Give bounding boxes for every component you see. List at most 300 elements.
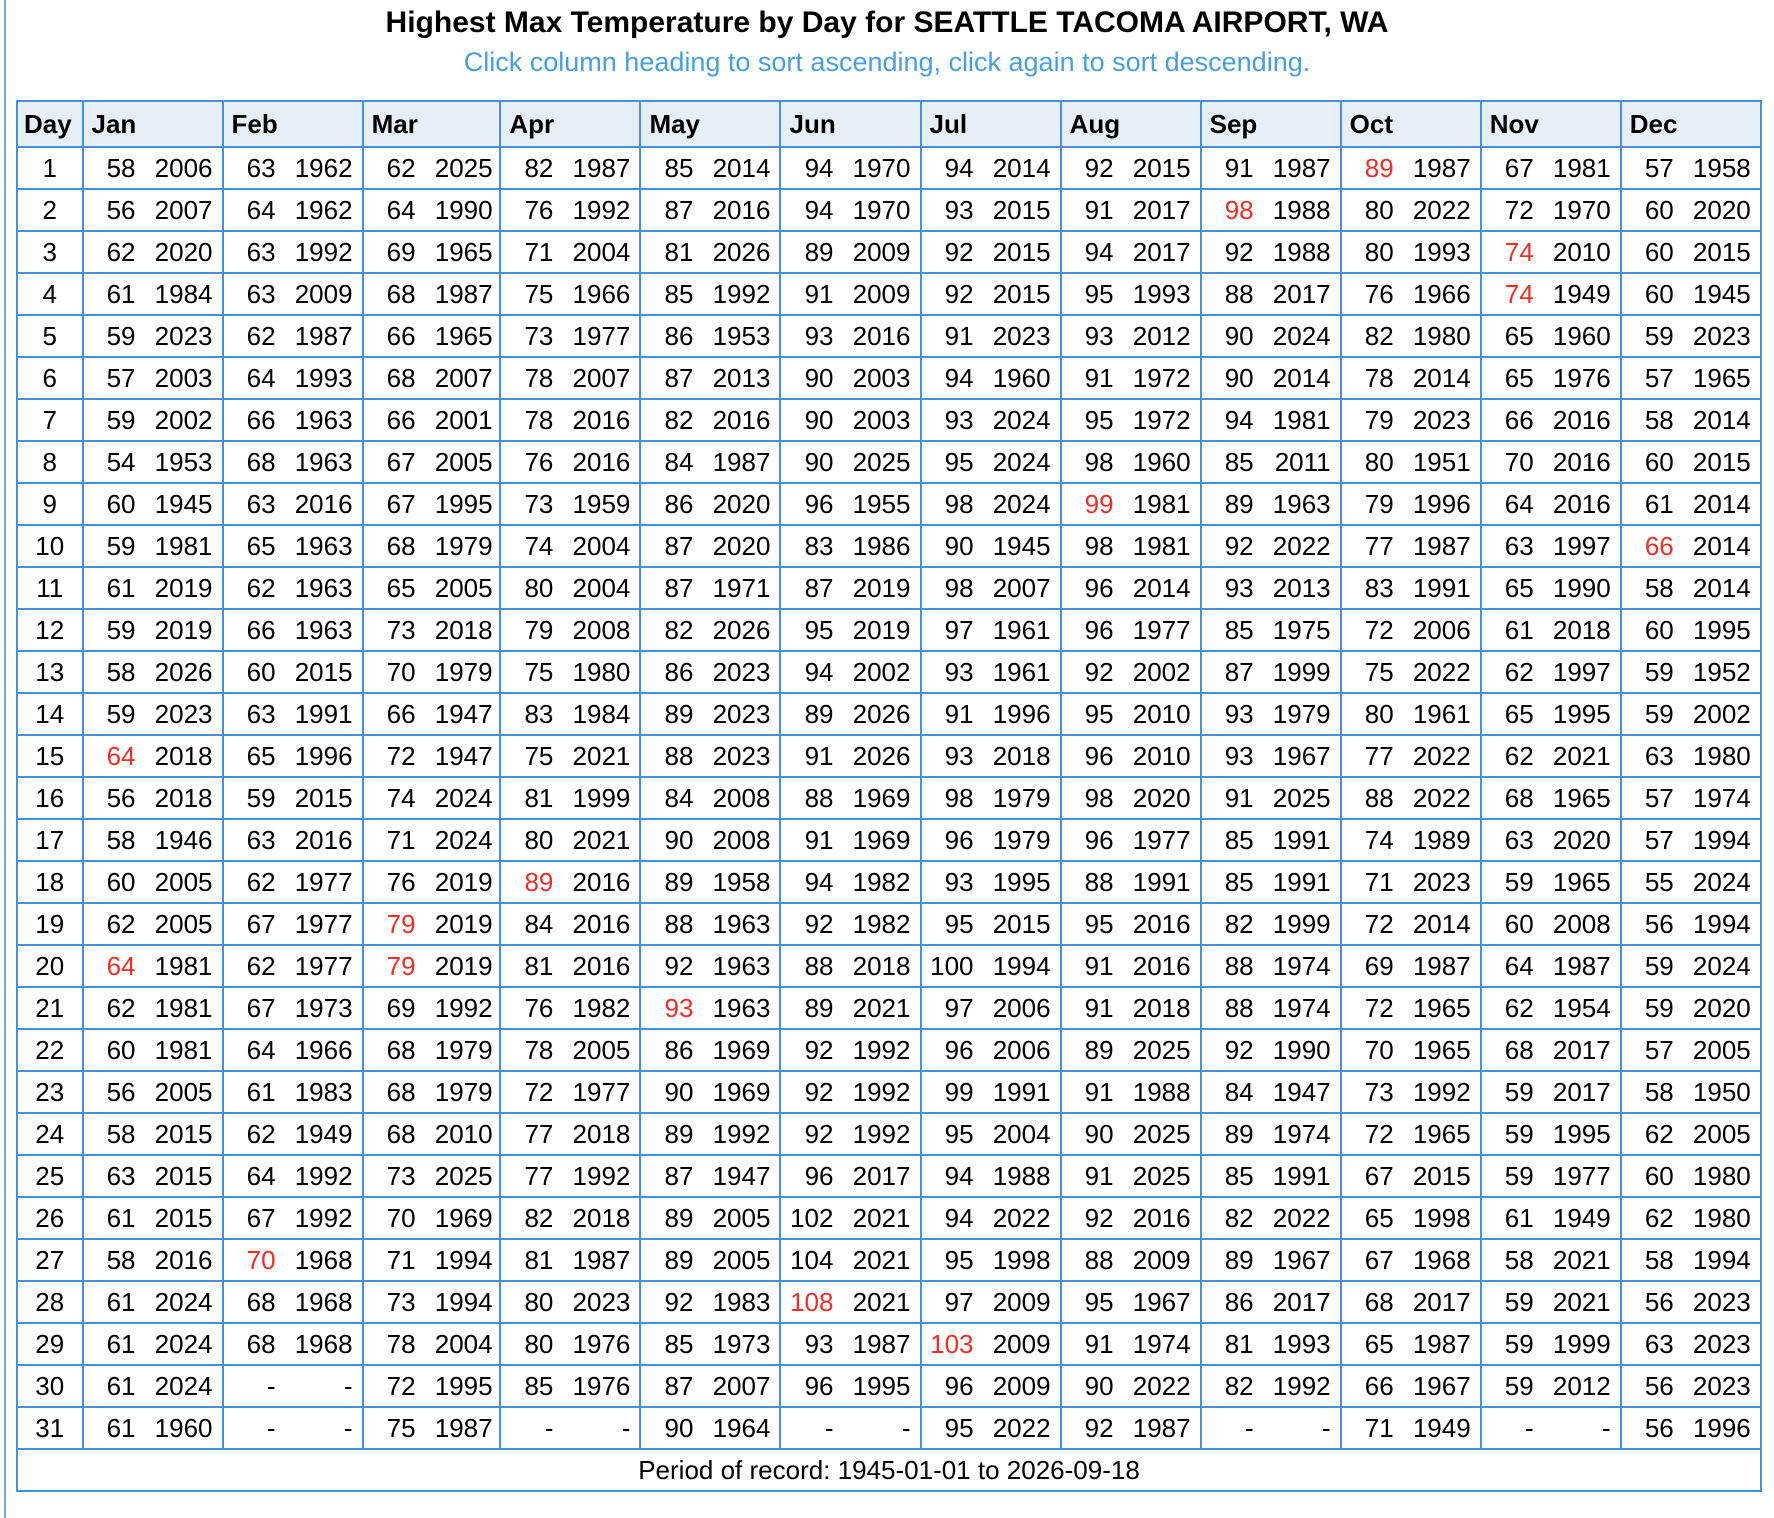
record-temp-highlight: 79 bbox=[386, 950, 416, 981]
record-temp: 61 bbox=[106, 572, 136, 603]
column-header-jan[interactable]: Jan bbox=[83, 101, 223, 147]
record-cell bbox=[640, 903, 780, 945]
record-year: 1987 bbox=[294, 320, 353, 351]
record-temp: 72 bbox=[386, 740, 416, 771]
record-temp-highlight: 64 bbox=[106, 740, 136, 771]
record-temp: 62 bbox=[246, 1118, 276, 1149]
record-cell bbox=[223, 1365, 363, 1407]
record-temp: 95 bbox=[944, 1118, 974, 1149]
record-year: 1991 bbox=[992, 1076, 1051, 1107]
record-temp: 81 bbox=[524, 782, 554, 813]
record-temp: 56 bbox=[106, 782, 136, 813]
record-year: 1999 bbox=[1552, 1328, 1611, 1359]
record-year: 1983 bbox=[294, 1076, 353, 1107]
record-temp: 95 bbox=[944, 1412, 974, 1443]
record-cell bbox=[921, 1407, 1061, 1449]
record-temp: 85 bbox=[664, 152, 694, 183]
record-year: 1981 bbox=[1552, 152, 1611, 183]
record-year: 2014 bbox=[992, 152, 1051, 183]
record-temp: 85 bbox=[1224, 1160, 1254, 1191]
table-row bbox=[17, 609, 1761, 651]
record-temp: 62 bbox=[246, 572, 276, 603]
day-cell: 12 bbox=[17, 609, 83, 651]
record-cell bbox=[640, 819, 780, 861]
record-temp: 86 bbox=[664, 656, 694, 687]
record-temp: 65 bbox=[1504, 320, 1534, 351]
record-year: 1950 bbox=[1692, 1076, 1751, 1107]
record-year: 2016 bbox=[1552, 404, 1611, 435]
record-cell bbox=[640, 735, 780, 777]
record-temp: 80 bbox=[1364, 446, 1394, 477]
record-temp: 93 bbox=[1224, 698, 1254, 729]
record-temp: 94 bbox=[804, 656, 834, 687]
record-year: 2021 bbox=[572, 824, 631, 855]
record-temp: 89 bbox=[664, 1118, 694, 1149]
record-year: 1987 bbox=[1412, 1328, 1471, 1359]
record-cell bbox=[500, 1365, 640, 1407]
record-year: 2021 bbox=[852, 992, 911, 1023]
record-year: 1979 bbox=[1272, 698, 1331, 729]
record-year: 1994 bbox=[1692, 1244, 1751, 1275]
record-temp: 54 bbox=[106, 446, 136, 477]
record-cell bbox=[1061, 1323, 1201, 1365]
record-temp: 85 bbox=[664, 1328, 694, 1359]
record-cell bbox=[363, 1113, 501, 1155]
record-temp: 68 bbox=[386, 1118, 416, 1149]
day-cell: 16 bbox=[17, 777, 83, 819]
record-cell bbox=[1481, 525, 1621, 567]
record-cell bbox=[921, 231, 1061, 273]
record-cell bbox=[223, 1281, 363, 1323]
record-temp: 92 bbox=[1084, 1202, 1114, 1233]
table-row bbox=[17, 1113, 1761, 1155]
record-cell bbox=[83, 189, 223, 231]
record-cell bbox=[1621, 1365, 1761, 1407]
record-cell bbox=[1201, 1239, 1341, 1281]
record-year: 2020 bbox=[1692, 992, 1751, 1023]
record-temp: 80 bbox=[524, 824, 554, 855]
record-temp: 88 bbox=[1224, 278, 1254, 309]
record-year: 1945 bbox=[992, 530, 1051, 561]
record-cell bbox=[780, 273, 920, 315]
record-temp: 66 bbox=[246, 404, 276, 435]
table-row bbox=[17, 1365, 1761, 1407]
record-cell bbox=[83, 1113, 223, 1155]
record-temp: 60 bbox=[246, 656, 276, 687]
record-year: - bbox=[621, 1412, 631, 1443]
record-temp: 69 bbox=[386, 236, 416, 267]
record-year: 2015 bbox=[992, 194, 1051, 225]
record-year: 1951 bbox=[1412, 446, 1471, 477]
day-cell: 25 bbox=[17, 1155, 83, 1197]
record-temp: 91 bbox=[1084, 1076, 1114, 1107]
record-temp: - bbox=[266, 1412, 276, 1443]
record-temp: 90 bbox=[804, 446, 834, 477]
record-cell bbox=[1621, 1281, 1761, 1323]
record-year: 2016 bbox=[1132, 908, 1191, 939]
record-cell bbox=[640, 777, 780, 819]
record-cell bbox=[1061, 987, 1201, 1029]
column-header-feb[interactable]: Feb bbox=[223, 101, 363, 147]
record-year: 2009 bbox=[992, 1328, 1051, 1359]
record-temp: 78 bbox=[524, 1034, 554, 1065]
record-cell bbox=[1201, 1281, 1341, 1323]
record-cell bbox=[1621, 567, 1761, 609]
record-temp: 92 bbox=[1084, 656, 1114, 687]
record-year: 1977 bbox=[294, 950, 353, 981]
record-temp: 66 bbox=[1504, 404, 1534, 435]
record-cell bbox=[640, 609, 780, 651]
record-cell bbox=[1481, 483, 1621, 525]
record-temp: 59 bbox=[1504, 866, 1534, 897]
record-cell bbox=[83, 1281, 223, 1323]
day-cell: 24 bbox=[17, 1113, 83, 1155]
record-temp: 76 bbox=[524, 194, 554, 225]
record-cell bbox=[363, 231, 501, 273]
record-cell bbox=[1481, 735, 1621, 777]
record-year: 2005 bbox=[154, 1076, 213, 1107]
record-cell bbox=[83, 987, 223, 1029]
record-temp: 95 bbox=[1084, 404, 1114, 435]
record-cell bbox=[1201, 147, 1341, 189]
record-temp: 60 bbox=[1644, 1160, 1674, 1191]
record-temp: 68 bbox=[246, 446, 276, 477]
record-year: 1980 bbox=[1692, 740, 1751, 771]
record-temp: 75 bbox=[524, 740, 554, 771]
record-year: 1947 bbox=[1272, 1076, 1331, 1107]
record-temp: 93 bbox=[944, 740, 974, 771]
column-header-day[interactable]: Day bbox=[17, 101, 83, 147]
record-cell bbox=[640, 189, 780, 231]
record-temp: - bbox=[1244, 1412, 1254, 1443]
column-header-apr[interactable]: Apr bbox=[500, 101, 640, 147]
table-row bbox=[17, 441, 1761, 483]
record-year: 2025 bbox=[434, 152, 493, 183]
record-temp: 88 bbox=[664, 740, 694, 771]
record-temp: 67 bbox=[386, 446, 416, 477]
record-cell bbox=[500, 819, 640, 861]
column-header-sep[interactable]: Sep bbox=[1201, 101, 1341, 147]
record-year: 1987 bbox=[572, 1244, 631, 1275]
record-temp: 93 bbox=[944, 656, 974, 687]
record-cell bbox=[1481, 567, 1621, 609]
record-temp: 60 bbox=[1644, 614, 1674, 645]
record-year: 1963 bbox=[712, 908, 771, 939]
record-cell bbox=[921, 1155, 1061, 1197]
record-cell bbox=[1341, 147, 1481, 189]
column-header-dec[interactable]: Dec bbox=[1621, 101, 1761, 147]
record-temp: 74 bbox=[524, 530, 554, 561]
record-cell bbox=[223, 1113, 363, 1155]
record-year: 1963 bbox=[294, 446, 353, 477]
record-temp: 96 bbox=[944, 824, 974, 855]
record-year: 1979 bbox=[434, 1034, 493, 1065]
record-cell bbox=[640, 1281, 780, 1323]
record-cell bbox=[223, 1323, 363, 1365]
record-cell bbox=[1481, 903, 1621, 945]
record-year: 2022 bbox=[1412, 782, 1471, 813]
record-temp: 86 bbox=[664, 1034, 694, 1065]
record-temp: 63 bbox=[1504, 824, 1534, 855]
record-cell bbox=[223, 483, 363, 525]
table-row bbox=[17, 567, 1761, 609]
record-temp: 73 bbox=[386, 614, 416, 645]
day-cell: 1 bbox=[17, 147, 83, 189]
record-year: 1981 bbox=[154, 950, 213, 981]
record-temp: 92 bbox=[804, 1118, 834, 1149]
day-cell: 17 bbox=[17, 819, 83, 861]
column-header-oct[interactable]: Oct bbox=[1341, 101, 1481, 147]
record-year: 1966 bbox=[572, 278, 631, 309]
record-cell bbox=[223, 1407, 363, 1449]
record-temp: 63 bbox=[246, 488, 276, 519]
record-temp: 96 bbox=[804, 1370, 834, 1401]
record-temp: 83 bbox=[804, 530, 834, 561]
record-year: 1999 bbox=[572, 782, 631, 813]
column-header-aug[interactable]: Aug bbox=[1061, 101, 1201, 147]
record-temp: 91 bbox=[944, 320, 974, 351]
record-cell bbox=[1061, 147, 1201, 189]
record-temp: 90 bbox=[1084, 1118, 1114, 1149]
record-cell bbox=[1481, 273, 1621, 315]
record-year: 2011 bbox=[1274, 446, 1331, 477]
record-cell bbox=[640, 357, 780, 399]
record-temp: 84 bbox=[1224, 1076, 1254, 1107]
record-cell bbox=[223, 609, 363, 651]
record-year: 1979 bbox=[992, 782, 1051, 813]
record-cell bbox=[83, 777, 223, 819]
record-temp: 81 bbox=[1224, 1328, 1254, 1359]
record-temp: 59 bbox=[1504, 1160, 1534, 1191]
record-year: 1981 bbox=[154, 992, 213, 1023]
record-temp: 60 bbox=[1644, 278, 1674, 309]
record-cell bbox=[363, 1365, 501, 1407]
record-year: 1981 bbox=[1132, 488, 1191, 519]
record-year: 1961 bbox=[992, 614, 1051, 645]
record-year: 2022 bbox=[1412, 656, 1471, 687]
record-temp: 59 bbox=[246, 782, 276, 813]
record-cell bbox=[1061, 1029, 1201, 1071]
record-cell bbox=[83, 315, 223, 357]
record-year: 2008 bbox=[712, 782, 771, 813]
record-year: 1968 bbox=[294, 1328, 353, 1359]
day-cell: 3 bbox=[17, 231, 83, 273]
record-cell bbox=[1481, 1365, 1621, 1407]
record-temp: 64 bbox=[246, 1034, 276, 1065]
record-year: 1970 bbox=[1552, 194, 1611, 225]
record-cell bbox=[1481, 1029, 1621, 1071]
record-cell bbox=[921, 315, 1061, 357]
record-temp: 58 bbox=[1644, 1076, 1674, 1107]
record-temp-highlight: 70 bbox=[246, 1244, 276, 1275]
record-cell bbox=[921, 735, 1061, 777]
record-temp: 59 bbox=[1504, 1076, 1534, 1107]
record-year: 1991 bbox=[1132, 866, 1191, 897]
record-year: - bbox=[1602, 1412, 1611, 1443]
column-header-may[interactable]: May bbox=[640, 101, 780, 147]
record-cell bbox=[1621, 525, 1761, 567]
record-cell bbox=[223, 147, 363, 189]
record-temp: 88 bbox=[1084, 866, 1114, 897]
record-temp: 58 bbox=[1644, 1244, 1674, 1275]
record-cell bbox=[640, 861, 780, 903]
record-year: 2022 bbox=[992, 1202, 1051, 1233]
record-temp: 58 bbox=[1644, 404, 1674, 435]
record-temp: 92 bbox=[804, 1034, 834, 1065]
record-temp: 62 bbox=[1644, 1202, 1674, 1233]
record-cell bbox=[223, 651, 363, 693]
record-year: 1994 bbox=[992, 950, 1051, 981]
column-header-nov[interactable]: Nov bbox=[1481, 101, 1621, 147]
record-year: 1992 bbox=[572, 1160, 631, 1191]
record-cell bbox=[921, 1281, 1061, 1323]
record-cell bbox=[640, 1407, 780, 1449]
sort-hint: Click column heading to sort ascending, click again to sort descending. bbox=[463, 47, 1311, 77]
record-cell bbox=[1341, 189, 1481, 231]
record-year: 2016 bbox=[572, 908, 631, 939]
record-year: 2012 bbox=[1132, 320, 1191, 351]
record-year: 1984 bbox=[154, 278, 213, 309]
record-year: 2022 bbox=[1412, 194, 1471, 225]
record-cell bbox=[1341, 231, 1481, 273]
record-temp: 70 bbox=[1504, 446, 1534, 477]
record-year: 1995 bbox=[852, 1370, 911, 1401]
record-temp: 64 bbox=[246, 1160, 276, 1191]
record-cell bbox=[780, 483, 920, 525]
record-cell bbox=[921, 1239, 1061, 1281]
record-temp: 82 bbox=[524, 1202, 554, 1233]
record-year: 1958 bbox=[712, 866, 771, 897]
record-temp: 86 bbox=[1224, 1286, 1254, 1317]
record-cell bbox=[780, 441, 920, 483]
record-year: 2016 bbox=[712, 404, 771, 435]
record-temp: 59 bbox=[106, 320, 136, 351]
record-temp: 87 bbox=[664, 362, 694, 393]
record-year: 1966 bbox=[1412, 278, 1471, 309]
record-cell bbox=[83, 441, 223, 483]
record-cell bbox=[921, 777, 1061, 819]
record-temp: 62 bbox=[1504, 740, 1534, 771]
record-temp: 82 bbox=[524, 152, 554, 183]
record-cell bbox=[1201, 651, 1341, 693]
record-cell bbox=[1621, 399, 1761, 441]
record-temp: 56 bbox=[106, 1076, 136, 1107]
column-header-jun[interactable]: Jun bbox=[780, 101, 920, 147]
record-year: 2020 bbox=[1552, 824, 1611, 855]
record-year: 1946 bbox=[154, 824, 213, 855]
record-year: 2004 bbox=[572, 572, 631, 603]
record-temp: 100 bbox=[930, 950, 974, 981]
day-cell: 21 bbox=[17, 987, 83, 1029]
record-year: 1992 bbox=[712, 278, 771, 309]
column-header-jul[interactable]: Jul bbox=[921, 101, 1061, 147]
record-year: 2025 bbox=[1132, 1160, 1191, 1191]
record-year: 2005 bbox=[434, 446, 493, 477]
record-temp: 72 bbox=[1364, 1118, 1394, 1149]
record-year: 2014 bbox=[712, 152, 771, 183]
record-year: 1972 bbox=[1132, 362, 1191, 393]
record-temp: 96 bbox=[804, 1160, 834, 1191]
record-year: 1969 bbox=[712, 1034, 771, 1065]
record-temp: 96 bbox=[804, 488, 834, 519]
record-year: 1995 bbox=[992, 866, 1051, 897]
record-cell bbox=[1061, 609, 1201, 651]
record-cell bbox=[1201, 567, 1341, 609]
record-temp: 63 bbox=[246, 236, 276, 267]
day-cell: 31 bbox=[17, 1407, 83, 1449]
record-temp: 69 bbox=[386, 992, 416, 1023]
record-cell bbox=[1341, 273, 1481, 315]
column-header-mar[interactable]: Mar bbox=[363, 101, 501, 147]
record-year: 2015 bbox=[992, 908, 1051, 939]
record-temp: 61 bbox=[106, 1412, 136, 1443]
record-cell bbox=[363, 903, 501, 945]
record-cell bbox=[1341, 1155, 1481, 1197]
record-temp: 64 bbox=[246, 194, 276, 225]
record-temp: 58 bbox=[1504, 1244, 1534, 1275]
record-temp: 86 bbox=[664, 488, 694, 519]
record-cell bbox=[1061, 1239, 1201, 1281]
record-cell bbox=[1061, 525, 1201, 567]
record-year: 1973 bbox=[712, 1328, 771, 1359]
record-temp: 65 bbox=[386, 572, 416, 603]
record-cell bbox=[921, 1365, 1061, 1407]
record-year: 1982 bbox=[572, 992, 631, 1023]
record-year: 2022 bbox=[1272, 530, 1331, 561]
record-cell bbox=[1621, 945, 1761, 987]
record-temp: 85 bbox=[1224, 446, 1254, 477]
record-cell bbox=[223, 1239, 363, 1281]
record-temp: 94 bbox=[1084, 236, 1114, 267]
record-temp: 59 bbox=[106, 698, 136, 729]
record-year: 2006 bbox=[154, 152, 213, 183]
record-year: 1992 bbox=[1272, 1370, 1331, 1401]
record-year: 2016 bbox=[294, 488, 353, 519]
record-year: 1991 bbox=[1412, 572, 1471, 603]
record-cell bbox=[1481, 651, 1621, 693]
record-temp-highlight: 74 bbox=[1504, 236, 1534, 267]
record-year: 1969 bbox=[434, 1202, 493, 1233]
record-temp-highlight: 74 bbox=[1504, 278, 1534, 309]
record-cell bbox=[1061, 441, 1201, 483]
day-cell: 15 bbox=[17, 735, 83, 777]
record-temp: 102 bbox=[790, 1202, 834, 1233]
record-year: 1998 bbox=[992, 1244, 1051, 1275]
record-year: 1996 bbox=[294, 740, 353, 771]
record-year: 1987 bbox=[434, 278, 493, 309]
record-temp: 79 bbox=[1364, 404, 1394, 435]
record-year: 1960 bbox=[992, 362, 1051, 393]
record-cell bbox=[780, 735, 920, 777]
record-cell bbox=[500, 315, 640, 357]
record-year: 1975 bbox=[1272, 614, 1331, 645]
record-temp: 63 bbox=[246, 824, 276, 855]
record-cell bbox=[640, 651, 780, 693]
record-cell bbox=[780, 357, 920, 399]
record-temp: 65 bbox=[1504, 698, 1534, 729]
record-temp: 61 bbox=[1504, 614, 1534, 645]
record-cell bbox=[921, 399, 1061, 441]
record-cell bbox=[921, 651, 1061, 693]
record-temp: 60 bbox=[1644, 236, 1674, 267]
record-year: 1987 bbox=[434, 1412, 493, 1443]
record-year: 1991 bbox=[1272, 866, 1331, 897]
table-row bbox=[17, 651, 1761, 693]
record-cell bbox=[83, 819, 223, 861]
table-row bbox=[17, 1197, 1761, 1239]
record-temp: 68 bbox=[386, 530, 416, 561]
record-temp: 92 bbox=[944, 236, 974, 267]
